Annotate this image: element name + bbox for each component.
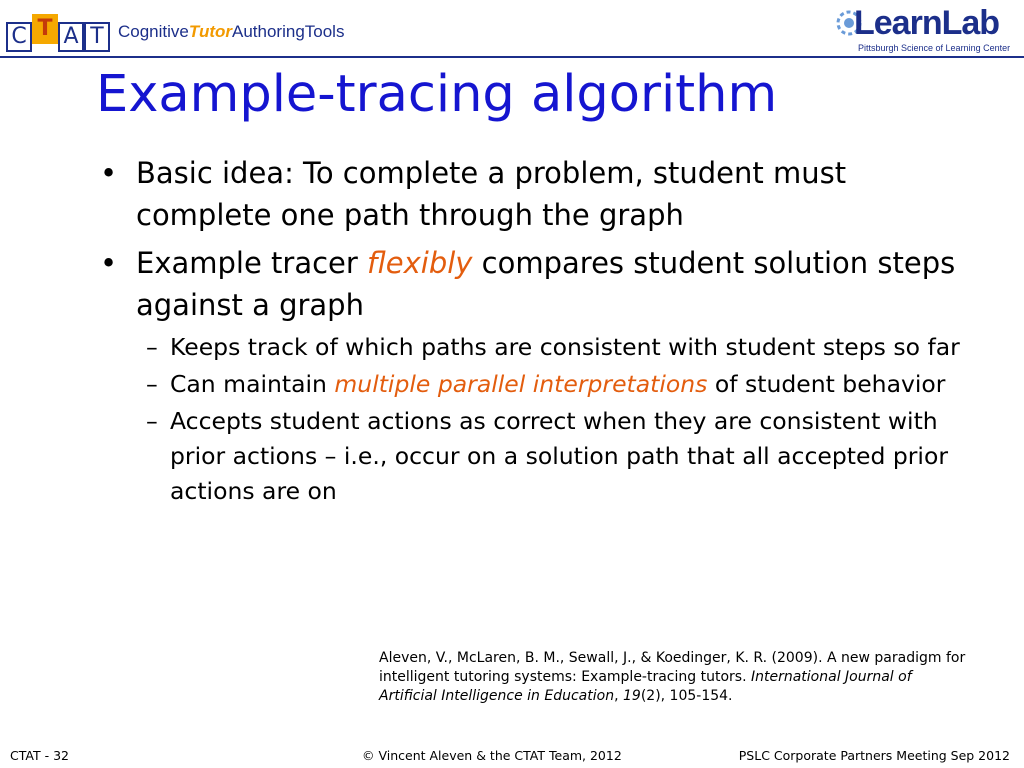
bullet-dot-icon: •: [100, 156, 118, 190]
ctat-tagline: [118, 22, 344, 42]
tagline-post: AuthoringTools: [232, 22, 345, 41]
citation: [379, 649, 969, 706]
bullet-item: [100, 242, 960, 509]
ctat-logo-letter: A: [58, 22, 84, 52]
learnlab-wordmark: LearnLab: [854, 4, 1000, 42]
citation-journal: International Journal of Artificial Intelligence in Education: [379, 669, 912, 704]
sub-bullet-item: [136, 367, 960, 402]
ctat-logo-letter: C: [6, 22, 32, 52]
ctat-logo: [6, 8, 366, 52]
citation-tail: (2), 105-154.: [640, 688, 733, 704]
sub-bullet-item: [136, 330, 960, 365]
bullet-emphasis: flexibly: [367, 246, 473, 280]
dash-icon: –: [146, 333, 158, 361]
footer-event: PSLC Corporate Partners Meeting Sep 2012: [738, 748, 1010, 763]
footer-slide-number: CTAT - 32: [10, 748, 69, 763]
bullet-text-post: compares student solution steps against a graph: [136, 246, 956, 322]
sub-bullet-emphasis: multiple parallel interpretations: [334, 370, 708, 398]
header-divider: [0, 56, 1024, 58]
ctat-logo-letter: T: [84, 22, 110, 52]
footer-copyright: © Vincent Aleven & the CTAT Team, 2012: [362, 748, 622, 763]
bullet-text: Basic idea: To complete a problem, student must complete one path through the graph: [136, 156, 847, 232]
bullet-text-pre: Example tracer: [136, 246, 368, 280]
learnlab-subtitle: Pittsburgh Science of Learning Center: [858, 43, 1011, 53]
sub-bullet-text: Accepts student actions as correct when they are consistent with prior actions – i.e., occur on a solution path that all accepted prior actions are on: [170, 407, 948, 505]
sub-bullet-list: [136, 330, 960, 509]
ctat-logo-letter: T: [32, 14, 58, 44]
citation-volume: 19: [623, 688, 641, 704]
sub-bullet-text-post: of student behavior: [707, 370, 946, 398]
sub-bullet-item: [136, 404, 960, 509]
dash-icon: –: [146, 407, 158, 435]
citation-sep: ,: [614, 688, 623, 704]
sub-bullet-text: Keeps track of which paths are consistent with student steps so far: [170, 333, 960, 361]
dash-icon: –: [146, 370, 158, 398]
citation-authors: Aleven, V., McLaren, B. M., Sewall, J., & Koedinger, K. R. (2009). A new paradigm for intelligent tutoring systems: Example-tracing tutors.: [379, 650, 966, 685]
learnlab-logo: [836, 4, 1022, 52]
bullet-list: [100, 152, 960, 515]
tagline-mid: Tutor: [188, 22, 232, 41]
bullet-item: [100, 152, 960, 236]
slide-title: Example-tracing algorithm: [96, 65, 778, 124]
bullet-dot-icon: •: [100, 246, 118, 280]
sub-bullet-text-pre: Can maintain: [170, 370, 335, 398]
tagline-pre: Cognitive: [118, 22, 189, 41]
